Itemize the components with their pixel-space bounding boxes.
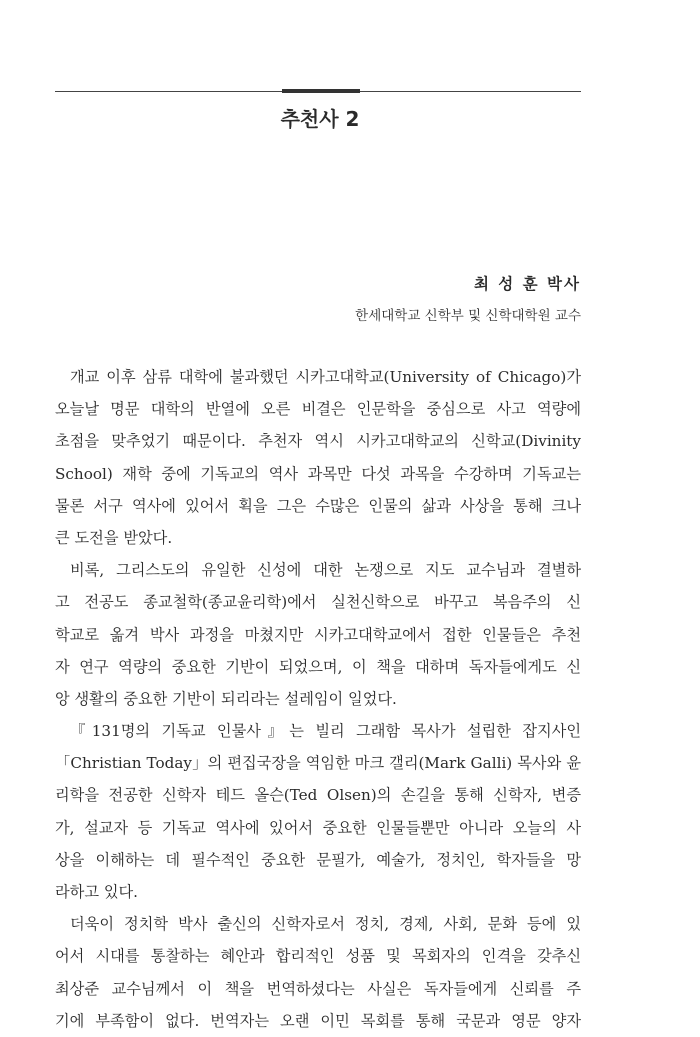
header-rule-accent [282, 89, 360, 93]
paragraph-2 [55, 554, 581, 715]
text-line: 라하고 있다. [55, 883, 139, 901]
text-line: 더욱이 정치학 박사 출신의 신학자로서 정치, 경제, 사회, 문화 등에 있 [70, 915, 581, 934]
text-line: 큰 도전을 받았다. [55, 528, 173, 547]
author-affiliation: 한세대학교 신학부 및 신학대학원 교수 [355, 308, 581, 324]
page-title: 추천사 2 [280, 107, 360, 131]
paragraph-1 [55, 361, 581, 554]
text-line: 가, 설교자 등 기독교 역사에 있어서 중요한 인물들뿐만 아니라 오늘의 사 [55, 818, 581, 837]
text-line: 물론 서구 역사에 있어서 획을 그은 수많은 인물의 삶과 사상을 통해 크나 [55, 496, 581, 515]
text-line: 리학을 전공한 신학자 테드 올슨(Ted Olsen)의 손길을 통해 신학자, 변증 [55, 786, 581, 805]
text-line: 비록, 그리스도의 유일한 신성에 대한 논쟁으로 지도 교수님과 결별하 [70, 561, 581, 580]
text-line: 『131명의 기독교 인물사』는 빌리 그래함 목사가 설립한 잡지사인 [70, 722, 581, 741]
text-line: 자 연구 역량의 중요한 기반이 되었으며, 이 책을 대하며 독자들에게도 신 [55, 657, 581, 676]
text-line: 앙 생활의 중요한 기반이 되리라는 설레임이 일었다. [55, 689, 397, 708]
text-line: School) 재학 중에 기독교의 역사 과목만 다섯 과목을 수강하며 기독교는 [55, 464, 581, 483]
text-line: 학교로 옮겨 박사 과정을 마쳤지만 시카고대학교에서 접한 인물들은 추천 [55, 625, 581, 644]
text-line: 「Christian Today」의 편집국장을 역임한 마크 갤리(Mark Galli) 목사와 윤 [55, 754, 581, 773]
text-line: 상을 이해하는 데 필수적인 중요한 문필가, 예술가, 정치인, 학자들을 망 [55, 850, 581, 869]
text-line: 기에 부족함이 없다. 번역자는 오랜 이민 목회를 통해 국문과 영문 양자 [55, 1011, 581, 1030]
text-line: 오늘날 명문 대학의 반열에 오른 비결은 인문학을 중심으로 사고 역량에 [55, 400, 581, 419]
paragraph-4 [55, 908, 581, 1037]
text-line: 초점을 맞추었기 때문이다. 추천자 역시 시카고대학교의 신학교(Divinity [55, 432, 581, 451]
text-line: 개교 이후 삼류 대학에 불과했던 시카고대학교(University of Chicago)가 [70, 368, 581, 386]
author-name: 최 성 훈 박사 [473, 275, 581, 293]
paragraph-3 [55, 715, 581, 908]
text-line: 고 전공도 종교철학(종교윤리학)에서 실천신학으로 바꾸고 복음주의 신 [55, 593, 581, 612]
text-line: 최상준 교수님께서 이 책을 번역하셨다는 사실은 독자들에게 신뢰를 주 [55, 979, 581, 998]
text-line: 어서 시대를 통찰하는 혜안과 합리적인 성품 및 목회자의 인격을 갖추신 [55, 947, 581, 966]
body-text [55, 361, 581, 1037]
